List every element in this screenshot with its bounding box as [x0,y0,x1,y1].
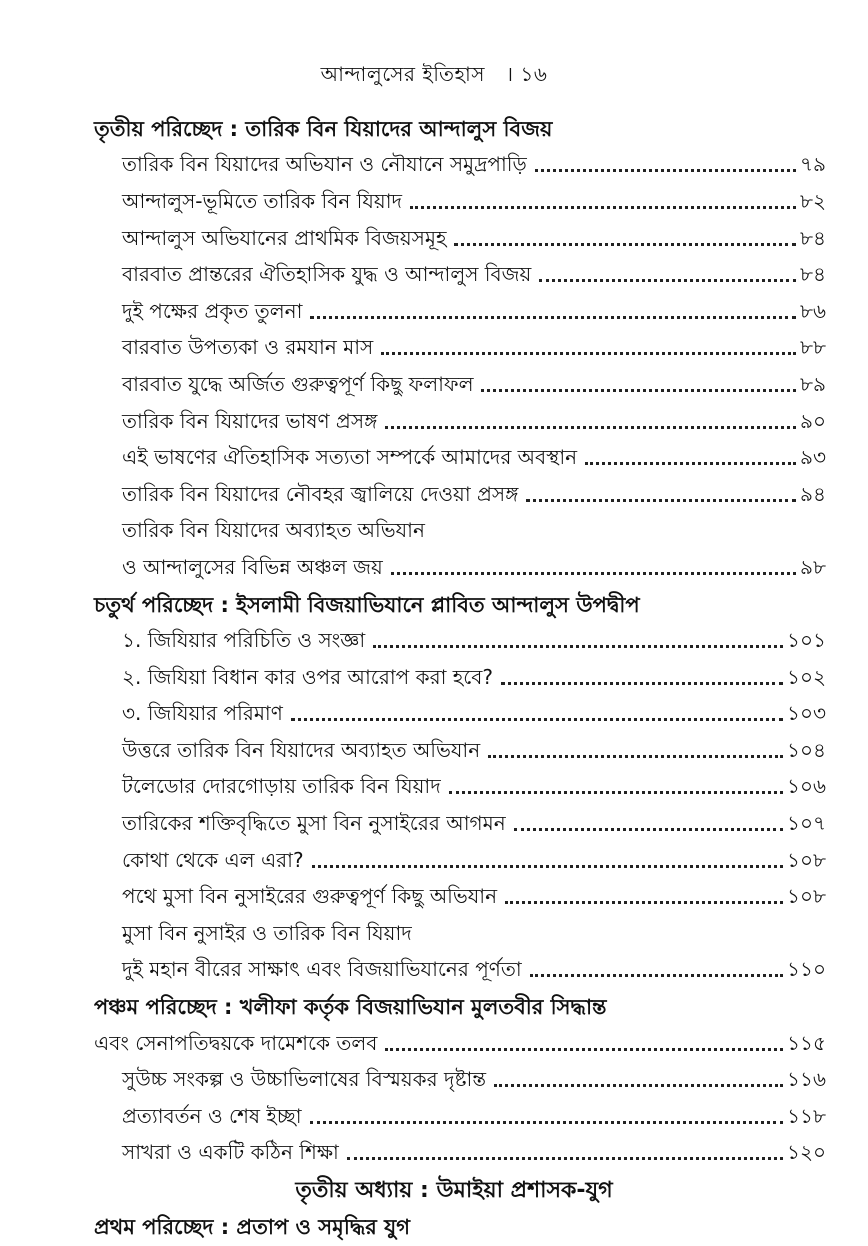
dot-leader [494,1084,783,1087]
toc-entry-title: মুসা বিন নুসাইর ও তারিক বিন যিয়াদ [122,919,420,952]
toc-entry [0,222,868,259]
toc-entry-title: বারবাত উপত্যকা ও রমযান মাস [122,333,381,366]
toc-entry-title: তারিক বিন যিয়াদের ভাষণ প্রসঙ্গ [122,407,385,440]
toc-entry-page: ১০৬ [783,772,826,805]
toc-entry [0,1137,868,1174]
dot-leader [501,682,783,685]
toc-entry-title: প্রত্যাবর্তন ও শেষ ইচ্ছা [122,1102,310,1135]
dot-leader [310,1121,784,1124]
toc-entry [0,661,868,698]
table-of-contents [0,112,868,1246]
section-heading-title: চতুর্থ পরিচ্ছেদ : ইসলামী বিজয়াভিযানে প্লাবিত আন্দালুস উপদ্বীপ [94,592,640,617]
dot-leader [391,572,796,575]
toc-entry-title: তারিকের শক্তিবৃদ্ধিতে মুসা বিন নুসাইরের আগমন [122,809,514,842]
toc-entry-title: দুই মহান বীরের সাক্ষাৎ এবং বিজয়াভিযানের পূর্ণতা [122,955,530,988]
dot-leader [505,901,783,904]
book-title: আন্দালুসের ইতিহাস [320,62,485,86]
toc-entry-page: ১০৭ [783,809,826,842]
toc-entry-title: ও আন্দালুসের বিভিন্ন অঞ্চল জয় [122,553,391,586]
dot-leader [373,645,783,648]
toc-entry-page: ৮২ [796,187,826,220]
toc-entry [0,551,868,588]
toc-entry-page: ৮৯ [796,370,826,403]
toc-entry-page: ১০৮ [783,846,826,879]
toc-entry-title: বারবাত যুদ্ধে অর্জিত গুরুত্বপূর্ণ কিছু ফলাফল [122,370,481,403]
toc-entry-page: ১১৮ [783,1102,826,1135]
dot-leader [410,206,796,209]
running-header [0,60,868,93]
toc-entry [0,1063,868,1100]
dot-leader [535,169,796,172]
toc-entry [0,698,868,735]
toc-entry-page: ৮৮ [796,333,826,366]
toc-entry-page: ১০৩ [783,699,826,732]
toc-entry-page: ৮৪ [796,260,826,293]
dot-leader [481,389,796,392]
toc-entry-page: ১১৫ [783,1029,826,1062]
dot-leader [347,1157,783,1160]
dot-leader [385,1048,783,1051]
toc-entry [0,332,868,369]
toc-entry-title: সাখরা ও একটি কঠিন শিক্ষা [122,1138,347,1171]
dot-leader [291,718,783,721]
dot-leader [514,828,783,831]
toc-entry-title: আন্দালুস-ভূমিতে তারিক বিন যিয়াদ [122,187,410,220]
toc-entry [0,441,868,478]
dot-leader [454,243,796,246]
toc-entry-page: ১২০ [783,1138,826,1171]
toc-entry-title: কোথা থেকে এল এরা? [122,846,312,879]
section-heading [0,990,868,1027]
toc-entry [0,807,868,844]
toc-entry [0,515,868,552]
chapter-heading-title: তৃতীয় অধ্যায় : উমাইয়া প্রশাসক-যুগ [295,1178,613,1204]
toc-entry-page: ৯০ [796,407,826,440]
chapter-heading [0,1173,868,1210]
toc-entry [0,258,868,295]
toc-entry-page: ৯৮ [796,553,826,586]
toc-entry-page: ৮৪ [796,224,826,257]
toc-entry [0,771,868,808]
toc-entry [0,1027,868,1064]
toc-entry-page: ১০৪ [783,736,826,769]
toc-entry [0,954,868,991]
toc-entry-page: ৭৯ [796,150,826,183]
toc-entry-title: তারিক বিন যিয়াদের নৌবহর জ্বালিয়ে দেওয়া প্রসঙ্গ [122,480,526,513]
dot-leader [310,316,796,319]
toc-entry-title: ৩. জিযিয়ার পরিমাণ [122,699,291,732]
toc-entry-title: এই ভাষণের ঐতিহাসিক সত্যতা সম্পর্কে আমাদের অবস্থান [122,443,585,476]
toc-entry-title: টলেডোর দোরগোড়ায় তারিক বিন যিয়াদ [122,772,449,805]
dot-leader [381,352,796,355]
toc-entry-title: তারিক বিন যিয়াদের অব্যাহত অভিযান [122,516,433,549]
toc-entry [0,368,868,405]
section-heading-title: প্রথম পরিচ্ছেদ : প্রতাপ ও সমৃদ্ধির যুগ [94,1214,410,1239]
section-heading-title: পঞ্চম পরিচ্ছেদ : খলীফা কর্তৃক বিজয়াভিযান মুলতবীর সিদ্ধান্ত [94,995,607,1020]
toc-entry [0,295,868,332]
toc-entry-title: আন্দালুস অভিযানের প্রাথমিক বিজয়সমূহ [122,224,454,257]
page-number: । ১৬ [505,62,548,86]
dot-leader [449,791,783,794]
dot-leader [488,755,783,758]
toc-entry [0,917,868,954]
dot-leader [539,279,796,282]
toc-entry-title: সুউচ্চ সংকল্প ও উচ্চাভিলাষের বিস্ময়কর দৃষ্টান্ত [122,1065,494,1098]
toc-entry [0,185,868,222]
toc-entry-page: ৮৬ [796,297,826,330]
toc-entry-page: ৯৩ [796,443,826,476]
section-heading [0,588,868,625]
toc-entry-page: ১০১ [783,626,826,659]
toc-entry-title: দুই পক্ষের প্রকৃত তুলনা [122,297,310,330]
toc-entry-title: ১. জিযিয়ার পরিচিতি ও সংজ্ঞা [122,626,373,659]
toc-entry [0,880,868,917]
toc-entry [0,844,868,881]
toc-entry [0,478,868,515]
toc-entry [0,1100,868,1137]
section-heading-title: তৃতীয় পরিচ্ছেদ : তারিক বিন যিয়াদের আন্দালুস বিজয় [94,116,553,141]
toc-entry-page: ১১০ [783,955,826,988]
section-heading [0,112,868,149]
toc-entry-page: ৯৪ [796,480,826,513]
toc-entry-title: এবং সেনাপতিদ্বয়কে দামেশকে তলব [94,1029,385,1062]
toc-entry [0,149,868,186]
toc-entry [0,624,868,661]
dot-leader [530,974,783,977]
dot-leader [312,865,783,868]
dot-leader [526,499,796,502]
toc-entry-page: ১১৬ [783,1065,826,1098]
dot-leader [585,462,796,465]
toc-entry [0,405,868,442]
toc-entry [0,734,868,771]
toc-entry-title: উত্তরে তারিক বিন যিয়াদের অব্যাহত অভিযান [122,736,488,769]
dot-leader [385,426,796,429]
toc-entry-page: ১০২ [783,663,826,696]
toc-entry-title: ২. জিযিয়া বিধান কার ওপর আরোপ করা হবে? [122,663,501,696]
toc-entry-title: পথে মুসা বিন নুসাইরের গুরুত্বপূর্ণ কিছু অভিযান [122,882,505,915]
toc-entry-title: বারবাত প্রান্তরের ঐতিহাসিক যুদ্ধ ও আন্দালুস বিজয় [122,260,539,293]
toc-entry-page: ১০৮ [783,882,826,915]
toc-entry-title: তারিক বিন যিয়াদের অভিযান ও নৌযানে সমুদ্রপাড়ি [122,150,535,183]
